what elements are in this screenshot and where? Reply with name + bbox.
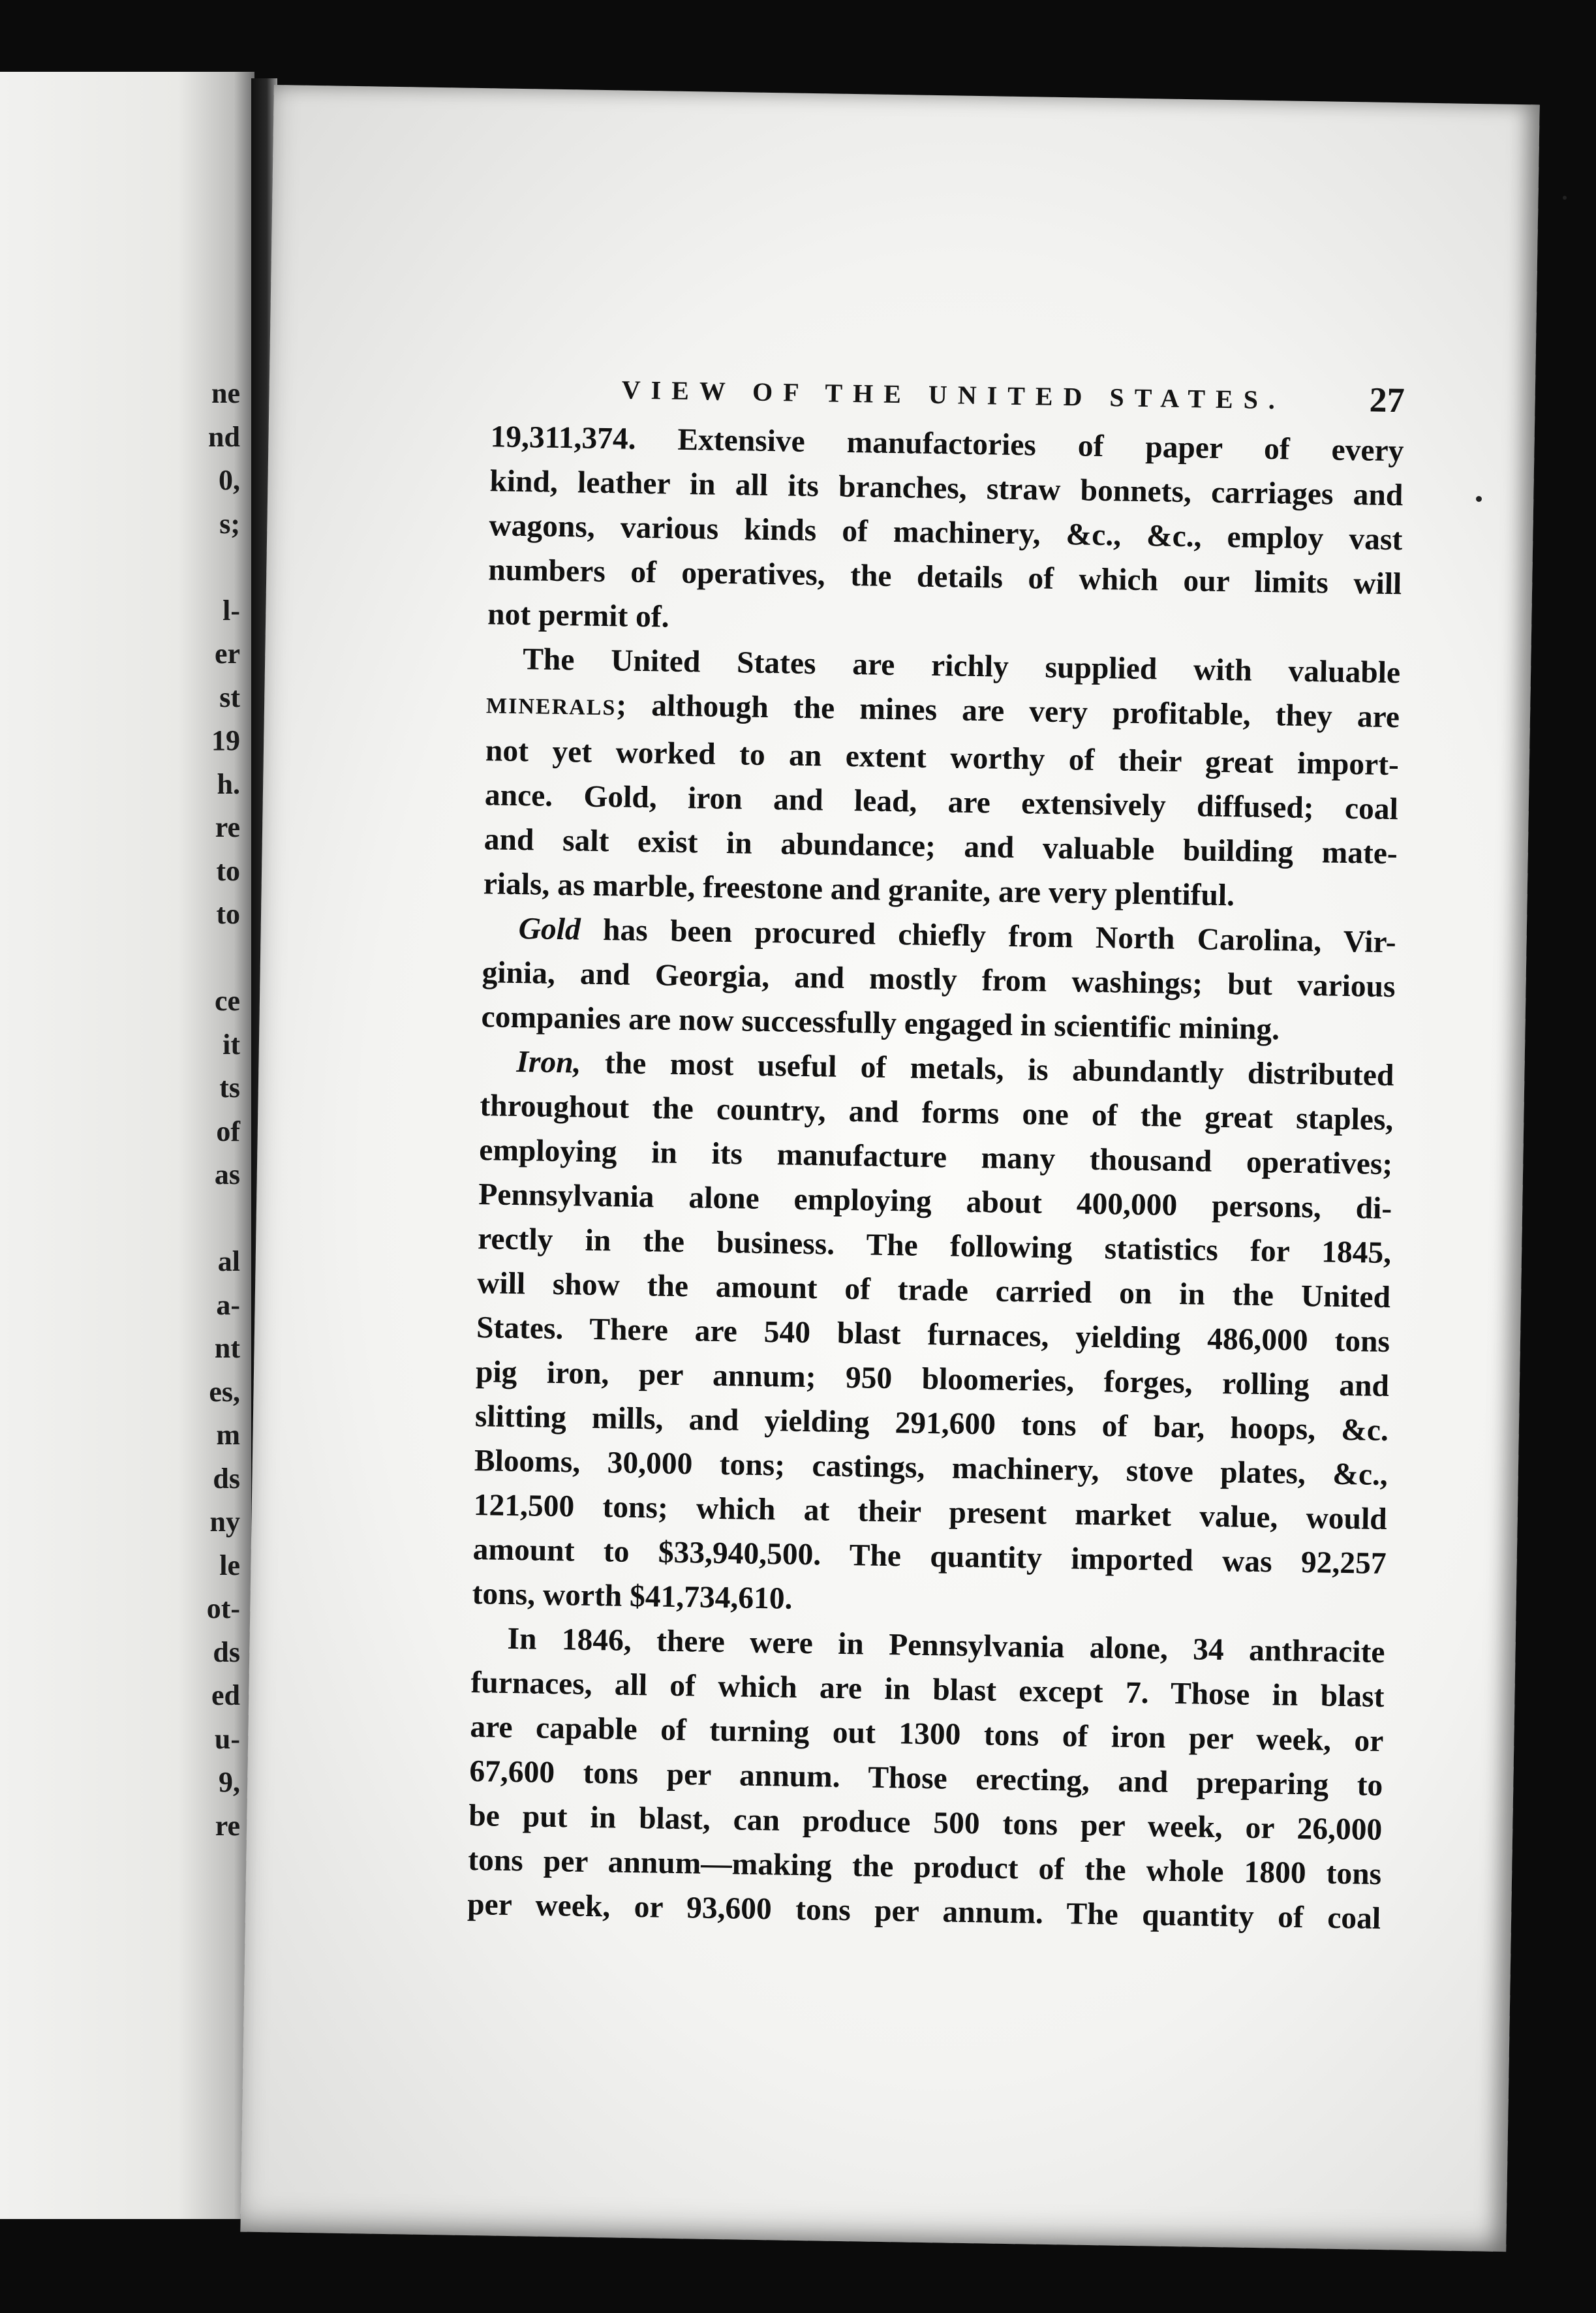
text-line: rials, as marble, freestone and granite, are very plentiful. (483, 867, 1235, 913)
fragment-line: ce (214, 985, 240, 1017)
text-line: 67,600 tons per annum. Those erecting, and preparing to (469, 1754, 1383, 1803)
text-line: States. There are 540 blast furnaces, yielding 486,000 tons (476, 1311, 1390, 1359)
text-line: 121,500 tons; which at their present market value, would (473, 1488, 1388, 1537)
fragment-line: ny (209, 1506, 240, 1538)
text-run: the most useful of metals, is abundantly distributed (581, 1046, 1394, 1093)
text-line: ance. Gold, iron and lead, are extensively diffused; coal (484, 778, 1399, 827)
fragment-line: le (219, 1549, 240, 1581)
text-line: not permit of. (487, 597, 670, 634)
fragment-line: ts (219, 1072, 240, 1104)
text-line: pig iron, per annum; 950 bloomeries, forges, rolling and (475, 1355, 1390, 1404)
facing-page-left (0, 72, 254, 2219)
fragment-line: 0, (219, 464, 240, 496)
fragment-line: er (214, 638, 240, 670)
paragraph (481, 906, 1396, 1053)
facing-page-text-fragments (149, 372, 240, 1848)
text-line: Blooms, 30,000 tons; castings, machinery, stove plates, &c., (474, 1444, 1389, 1493)
running-title: VIEW OF THE UNITED STATES. (621, 375, 1286, 415)
text-line: wagons, various kinds of machinery, &c., &c., employ vast (489, 508, 1403, 557)
fragment-line: es, (209, 1375, 240, 1408)
fragment-line (149, 1197, 240, 1241)
fragment-line: ed (211, 1679, 240, 1711)
ink-speck (1476, 496, 1482, 502)
text-line: amount to $33,940,500. The quantity imported was 92,257 (472, 1532, 1387, 1581)
smallcaps-term: MINERALS (485, 694, 617, 721)
text-line: 19,311,374. Extensive manufactories of paper of every (490, 420, 1404, 469)
text-line: slitting mills, and yielding 291,600 tons of bar, hoops, &c. (474, 1399, 1389, 1448)
fragment-line: u- (214, 1722, 240, 1755)
ink-speck (1563, 196, 1567, 200)
fragment-line (149, 546, 240, 589)
fragment-line: st (219, 681, 240, 713)
fragment-line: as (214, 1158, 240, 1190)
paragraph (483, 636, 1400, 920)
running-header (621, 367, 1405, 426)
fragment-line: of (216, 1115, 240, 1147)
text-line: companies are now successfully engaged in scientific mining. (481, 1000, 1280, 1047)
fragment-line: ds (213, 1462, 240, 1495)
fragment-line: ot- (206, 1592, 240, 1624)
text-line: ginia, and Georgia, and mostly from washings; but various (482, 955, 1396, 1004)
text-line: rectly in the business. The following statistics for 1845, (477, 1222, 1392, 1271)
paragraph (487, 414, 1404, 651)
fragment-line: ne (211, 377, 240, 409)
text-run: The United States are richly supplied with valuable (522, 642, 1401, 691)
fragment-line: nd (208, 420, 240, 453)
fragment-line: re (215, 811, 240, 843)
text-line: furnaces, all of which are in blast except 7. Those in blast (470, 1666, 1385, 1715)
fragment-line: 9, (219, 1766, 240, 1798)
text-line: employing in its manufacture many thousand operatives; (478, 1133, 1393, 1182)
fragment-line: l- (223, 594, 240, 627)
fragment-line: to (216, 854, 240, 887)
text-line: per week, or 93,600 tons per annum. The quantity of coal (467, 1887, 1381, 1936)
text-line: not yet worked to an extent worthy of their great import- (485, 734, 1400, 783)
body-text (467, 414, 1404, 1941)
text-line: numbers of operatives, the details of which our limits will (487, 553, 1402, 602)
fragment-line: ds (213, 1636, 240, 1668)
text-run: has been procured chiefly from North Carolina, Vir- (580, 912, 1396, 960)
fragment-line: to (216, 898, 240, 930)
italic-term: Iron, (516, 1045, 581, 1080)
paragraph (472, 1039, 1394, 1630)
fragment-line: re (215, 1809, 240, 1842)
fragment-line: nt (214, 1332, 240, 1364)
text-line: will show the amount of trade carried on in the United (476, 1266, 1391, 1315)
fragment-line: h. (217, 768, 240, 800)
text-run: ; although the mines are very profitable, they are (615, 688, 1400, 735)
text-line: tons, worth $41,734,610. (472, 1577, 793, 1616)
paragraph (467, 1616, 1385, 1941)
text-line: Pennsylvania alone employing about 400,000 persons, di- (478, 1177, 1392, 1226)
fragment-line: al (217, 1245, 240, 1277)
text-line: In 1846, there were in Pennsylvania alone, 34 anthracite (507, 1621, 1385, 1670)
italic-term: Gold (518, 912, 581, 947)
text-line: tons per annum—making the product of the whole 1800 tons (467, 1843, 1382, 1891)
text-line: and salt exist in abundance; and valuable building mate- (483, 822, 1398, 871)
fragment-line: m (216, 1419, 240, 1451)
page-number: 27 (1369, 380, 1405, 420)
book-page (240, 85, 1539, 2252)
text-line: are capable of turning out 1300 tons of iron per week, or (470, 1710, 1384, 1759)
fragment-line: it (223, 1028, 240, 1061)
text-line: throughout the country, and forms one of the great staples, (480, 1089, 1394, 1138)
fragment-line: a- (216, 1288, 240, 1321)
text-line: kind, leather in all its branches, straw bonnets, carriages and (489, 464, 1404, 513)
fragment-line: 19 (211, 724, 240, 756)
fragment-line (149, 937, 240, 980)
text-line: be put in blast, can produce 500 tons per week, or 26,000 (468, 1799, 1383, 1848)
fragment-line: s; (219, 507, 240, 540)
